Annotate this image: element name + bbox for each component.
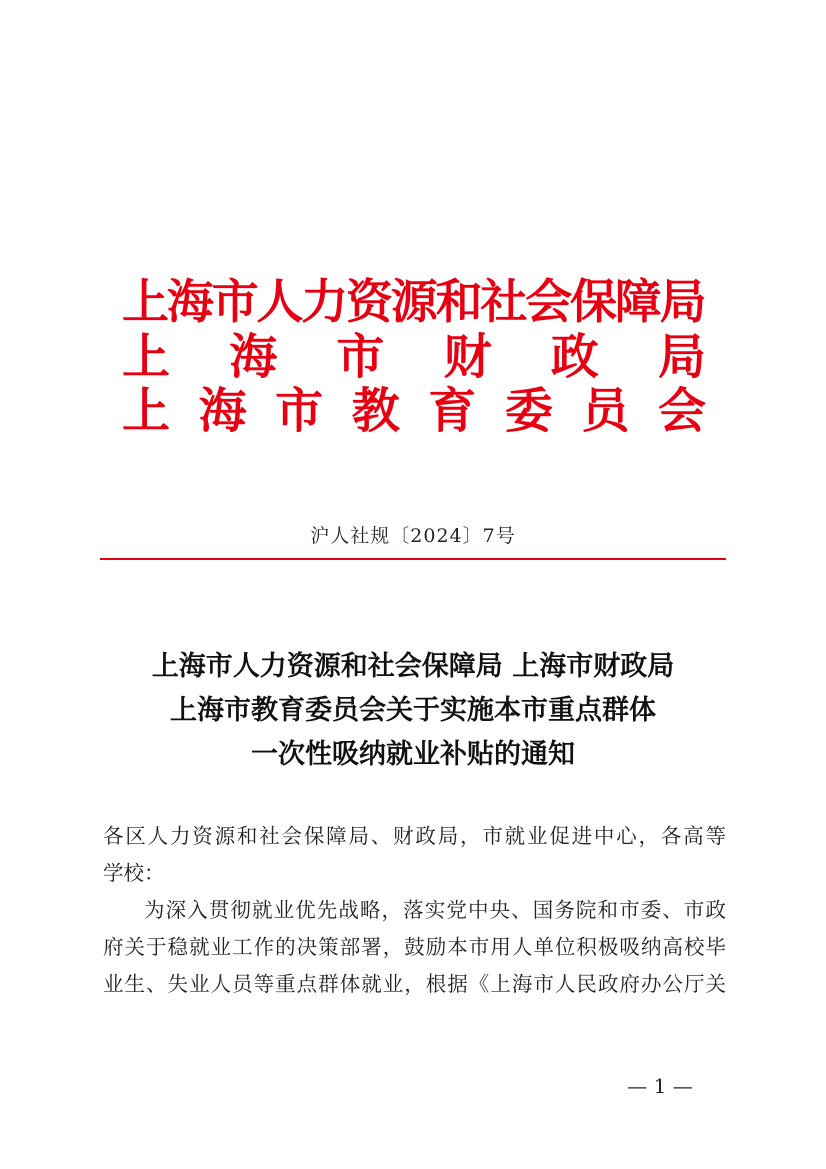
agency-finance-char-3: 市	[336, 329, 385, 385]
document-title	[90, 645, 736, 777]
page-number: — 1 —	[627, 1074, 693, 1098]
agency-finance-char-4: 财	[443, 329, 492, 385]
agency-education-char-1: 上	[122, 383, 171, 439]
agency-finance-char-2: 海	[229, 329, 278, 385]
document-number: 沪人社规〔2024〕7号	[310, 525, 516, 547]
agency-education-char-7: 员	[581, 383, 630, 439]
agency-line-1	[122, 276, 706, 330]
agency-name-hrss: 上海市人力资源和社会保障局	[122, 275, 705, 330]
red-divider-line	[100, 558, 726, 560]
title-line-2: 上海市教育委员会关于实施本市重点群体	[170, 695, 656, 726]
agency-education-char-8: 会	[657, 383, 706, 439]
title-line-1: 上海市人力资源和社会保障局 上海市财政局	[151, 651, 675, 682]
paragraph-1-line-2: 府关于稳就业工作的决策部署，鼓励本市用人单位积极吸纳高校毕	[103, 935, 726, 959]
agency-line-3	[122, 384, 706, 438]
agency-education-char-5: 育	[428, 383, 477, 439]
salutation-line-1: 各区人力资源和社会保障局、财政局，市就业促进中心，各高等	[103, 824, 726, 848]
paragraph-1-line-1: 为深入贯彻就业优先战略，落实党中央、国务院和市委、市政	[144, 898, 726, 922]
paragraph-1-line-3: 业生、失业人员等重点群体就业，根据《上海市人民政府办公厅关	[103, 972, 726, 996]
agency-education-char-3: 市	[275, 383, 324, 439]
agency-education-char-6: 委	[504, 383, 553, 439]
agency-finance-char-1: 上	[122, 329, 171, 385]
agency-finance-char-5: 政	[550, 329, 599, 385]
issuing-agencies-header	[122, 276, 706, 438]
agency-finance-char-6: 局	[657, 329, 706, 385]
document-body	[103, 818, 726, 1003]
agency-line-2	[122, 330, 706, 384]
agency-education-char-2: 海	[198, 383, 247, 439]
salutation-line-2: 学校：	[103, 861, 165, 885]
agency-education-char-4: 教	[351, 383, 400, 439]
title-line-3: 一次性吸纳就业补贴的通知	[251, 739, 575, 770]
